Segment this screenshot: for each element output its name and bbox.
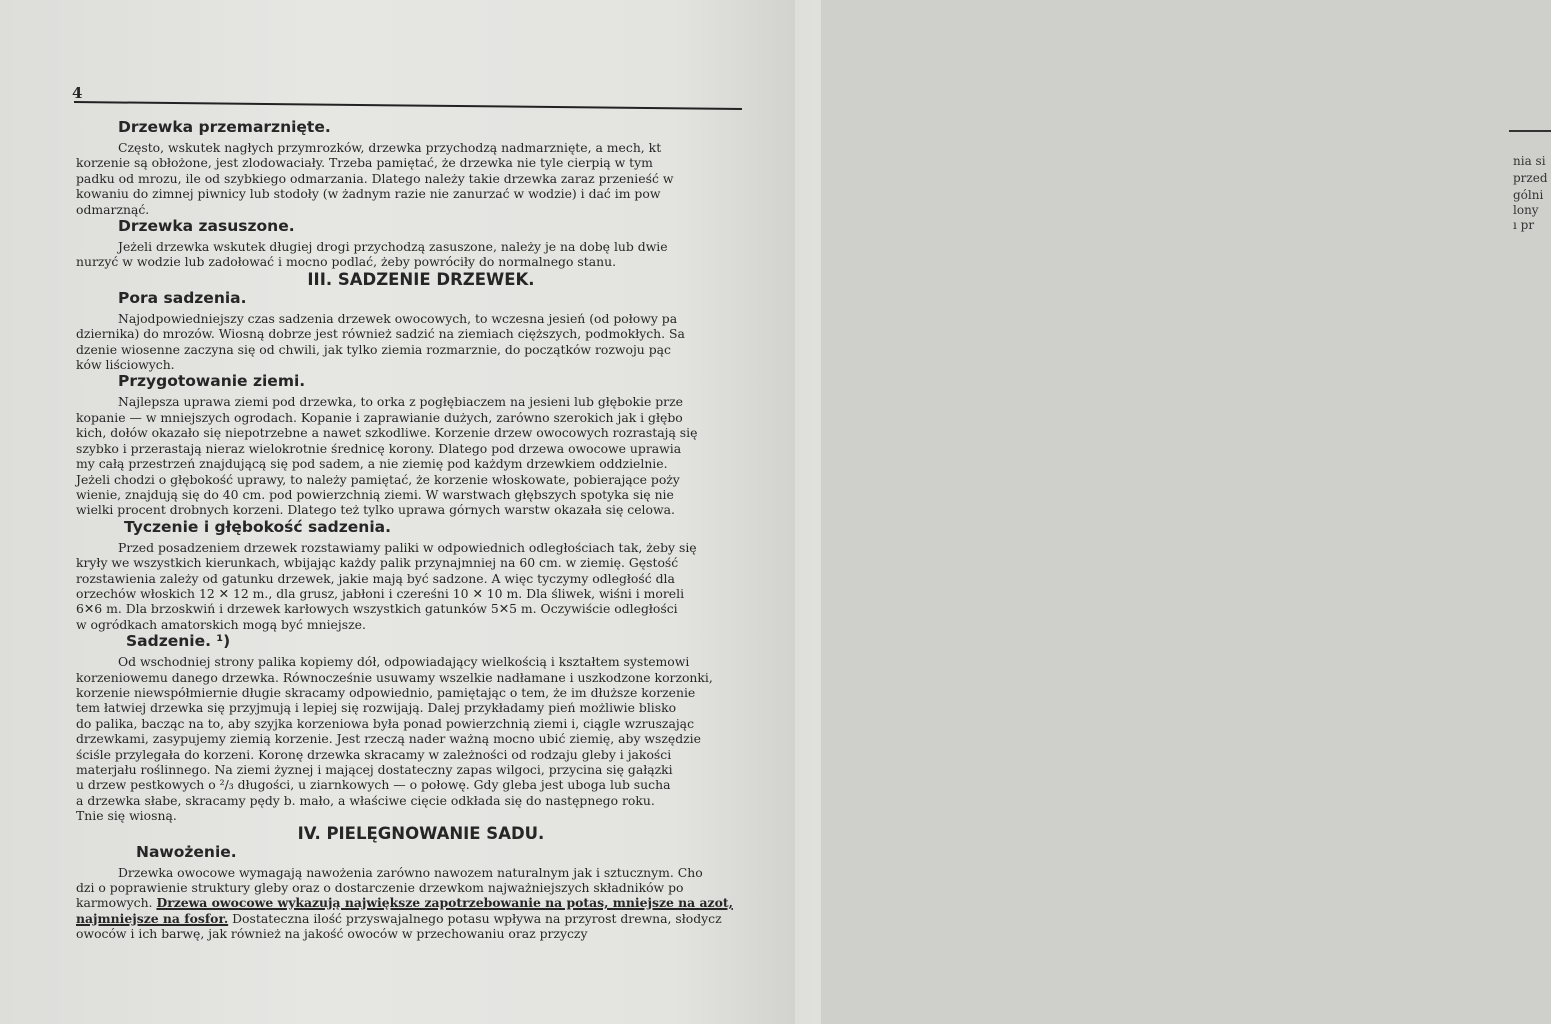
text-line: Najlepsza uprawa ziemi pod drzewka, to orka z pogłębiaczem na jesieni lub głębokie prze (118, 394, 683, 410)
text-plain: karmowych. (76, 895, 153, 911)
text-line (76, 911, 766, 926)
text-plain: Dostateczna ilość przyswajalnego potasu wpływa na przyrost drewna, słodycz (232, 910, 722, 926)
text-line: Jeżeli chodzi o głębokość uprawy, to należy pamiętać, że korzenie włoskowate, pobierające poży (76, 471, 680, 487)
text-line: dzi o poprawienie struktury gleby oraz o dostarczenie drzewkom najważniejszych składników po (76, 880, 684, 896)
text-line: korzeniowemu danego drzewka. Równocześnie usuwamy wszelkie nadłamane i uszkodzone korzonki, (76, 669, 713, 685)
text-line: Przed posadzeniem drzewek rozstawiamy paliki w odpowiednich odległościach tak, żeby się (118, 539, 697, 555)
text-line: szybko i przerastają nieraz wielokrotnie średnicę korony. Dlatego pod drzewa owocowe uprawia (76, 440, 682, 456)
section-paragraph (76, 311, 766, 373)
section-heading: Nawożenie. (136, 842, 237, 861)
text-line: dziernika) do mrozów. Wiosną dobrze jest również sadzić na ziemiach cięższych, podmokłych. Sa (76, 326, 685, 342)
facing-page-fragment: nia si (1513, 154, 1546, 168)
facing-page-fragment: gólni (1513, 188, 1544, 202)
facing-page-fragment: ı pr (1513, 218, 1535, 232)
text-line: padku od mrozu, ile od szybkiego odmarzania. Dlatego należy takie drzewka zaraz przenieść w (76, 170, 674, 186)
section-paragraph (76, 865, 766, 942)
section-heading: Tyczenie i głębokość sadzenia. (124, 517, 391, 536)
text-line: Często, wskutek nagłych przymrozków, drzewka przychodzą nadmarznięte, a mech, kt (118, 140, 662, 155)
text-line: do palika, bacząc na to, aby szyjka korzeniowa była ponad powierzchnią ziemi i, ciągle wzruszając (76, 715, 695, 731)
text-line: Od wschodniej strony palika kopiemy dół, odpowiadający wielkością i kształtem systemowi (118, 654, 690, 670)
text-line: wielki procent drobnych korzeni. Dlatego też tylko uprawa górnych warstw okazała się celowa. (76, 502, 675, 518)
text-line: my całą przestrzeń znajdującą się pod sadem, a nie ziemię pod każdym drzewkiem oddzielnie. (76, 456, 668, 472)
facing-page-fragment: lony (1513, 203, 1539, 217)
text-line: rozstawienia zależy od gatunku drzewek, jakie mają być sadzone. A więc tyczymy odległość dla (76, 570, 675, 586)
text-line: ściśle przylegała do korzeni. Koronę drzewka skracamy w zależności od rodzaju gleby i jakości (76, 746, 672, 762)
text-line (76, 895, 766, 910)
section-paragraph (76, 540, 766, 632)
section-heading: Przygotowanie ziemi. (118, 372, 306, 391)
header-rule (74, 101, 742, 110)
text-line: odmarznąć. (76, 201, 150, 217)
section-paragraph (76, 654, 766, 823)
text-line: a drzewka słabe, skracamy pędy b. mało, a właściwe cięcie odkłada się do następnego roku. (76, 792, 655, 808)
text-line: nurzyć w wodzie lub zadołować i mocno podlać, żeby powróciły do normalnego stanu. (76, 254, 617, 270)
text-line: ków liściowych. (76, 357, 175, 373)
chapter-heading: IV. PIELĘGNOWANIE SADU. (297, 823, 545, 843)
section-paragraph (76, 394, 766, 517)
text-line: drzewkami, zasypujemy ziemią korzenie. Jest rzeczą nader ważną mocno ubić ziemię, aby wszędzie (76, 731, 701, 747)
facing-page-fragment: przed (1513, 171, 1548, 185)
text-line: korzenie są obłożone, jest zlodowaciały. Trzeba pamiętać, że drzewka nie tyle cierpią w tym (76, 155, 653, 171)
section-paragraph (76, 239, 766, 270)
page-number: 4 (72, 84, 83, 102)
text-line: materjału roślinnego. Na ziemi żyznej i mającej dostateczny zapas wilgoci, przycina się gałązki (76, 762, 673, 777)
text-line: owoców i ich barwę, jak również na jakość owoców w przechowaniu oraz przyczy (76, 926, 588, 942)
section-paragraph (76, 140, 766, 217)
text-line: kich, dołów okazało się niepotrzebne a nawet szkodliwe. Korzenie drzew owocowych rozrastają się (76, 425, 698, 441)
text-line: kryły we wszystkich kierunkach, wbijając każdy palik przynajmniej na 60 cm. w ziemię. Gęstość (76, 555, 679, 571)
text-line: tem łatwiej drzewka się przyjmują i lepiej się rozwijają. Dalej przykładamy pień możliwie blisko (76, 700, 677, 716)
text-line: wienie, znajdują się do 40 cm. pod powierzchnią ziemi. W warstwach głębszych spotyka się nie (76, 486, 674, 502)
section-heading: Drzewka przemarznięte. (118, 118, 331, 136)
underlined-text: najmniejsze na fosfor. (76, 910, 229, 926)
text-line: kowaniu do zimnej piwnicy lub stodoły (w żadnym razie nie zanurzać w wodzie) i dać im pow (76, 186, 661, 202)
facing-page-rule (1509, 130, 1551, 132)
section-heading: Pora sadzenia. (118, 288, 247, 307)
text-line: Najodpowiedniejszy czas sadzenia drzewek owocowych, to wczesna jesień (od połowy pa (118, 310, 678, 326)
text-line: orzechów włoskich 12 ✕ 12 m., dla grusz, jabłoni i czereśni 10 ✕ 10 m. Dla śliwek, wiśni i moreli (76, 585, 685, 601)
text-line: 6✕6 m. Dla brzoskwiń i drzewek karłowych wszystkich gatunków 5✕5 m. Oczywiście odległości (76, 601, 678, 617)
text-line: dzenie wiosenne zaczyna się od chwili, jak tylko ziemia rozmarznie, do początków rozwoju pąc (76, 341, 671, 357)
section-heading: Sadzenie. ¹) (126, 632, 231, 651)
text-line: korzenie niewspółmiernie długie skracamy odpowiednio, pamiętając o tem, że im dłuższe korzenie (76, 684, 696, 700)
underlined-text: Drzewa owocowe wykazują największe zapotrzebowanie na potas, mniejsze na azot, (156, 895, 733, 911)
text-line: Drzewka owocowe wymagają nawożenia zarówno nawozem naturalnym jak i sztucznym. Cho (118, 864, 703, 880)
section-heading: Drzewka zasuszone. (118, 217, 295, 236)
text-line: Jeżeli drzewka wskutek długiej drogi przychodzą zasuszone, należy je na dobę lub dwie (118, 239, 668, 255)
text-line: kopanie — w mniejszych ogrodach. Kopanie i zaprawianie dużych, zarówno szerokich jak i głębo (76, 409, 683, 425)
text-line: u drzew pestkowych o ²/₃ długości, u ziarnkowych — o połowę. Gdy gleba jest uboga lub sucha (76, 777, 671, 793)
chapter-heading: III. SADZENIE DRZEWEK. (307, 269, 535, 289)
page-content (76, 118, 766, 942)
text-line: w ogródkach amatorskich mogą być mniejsze. (76, 616, 366, 632)
text-line: Tnie się wiosną. (76, 808, 177, 824)
